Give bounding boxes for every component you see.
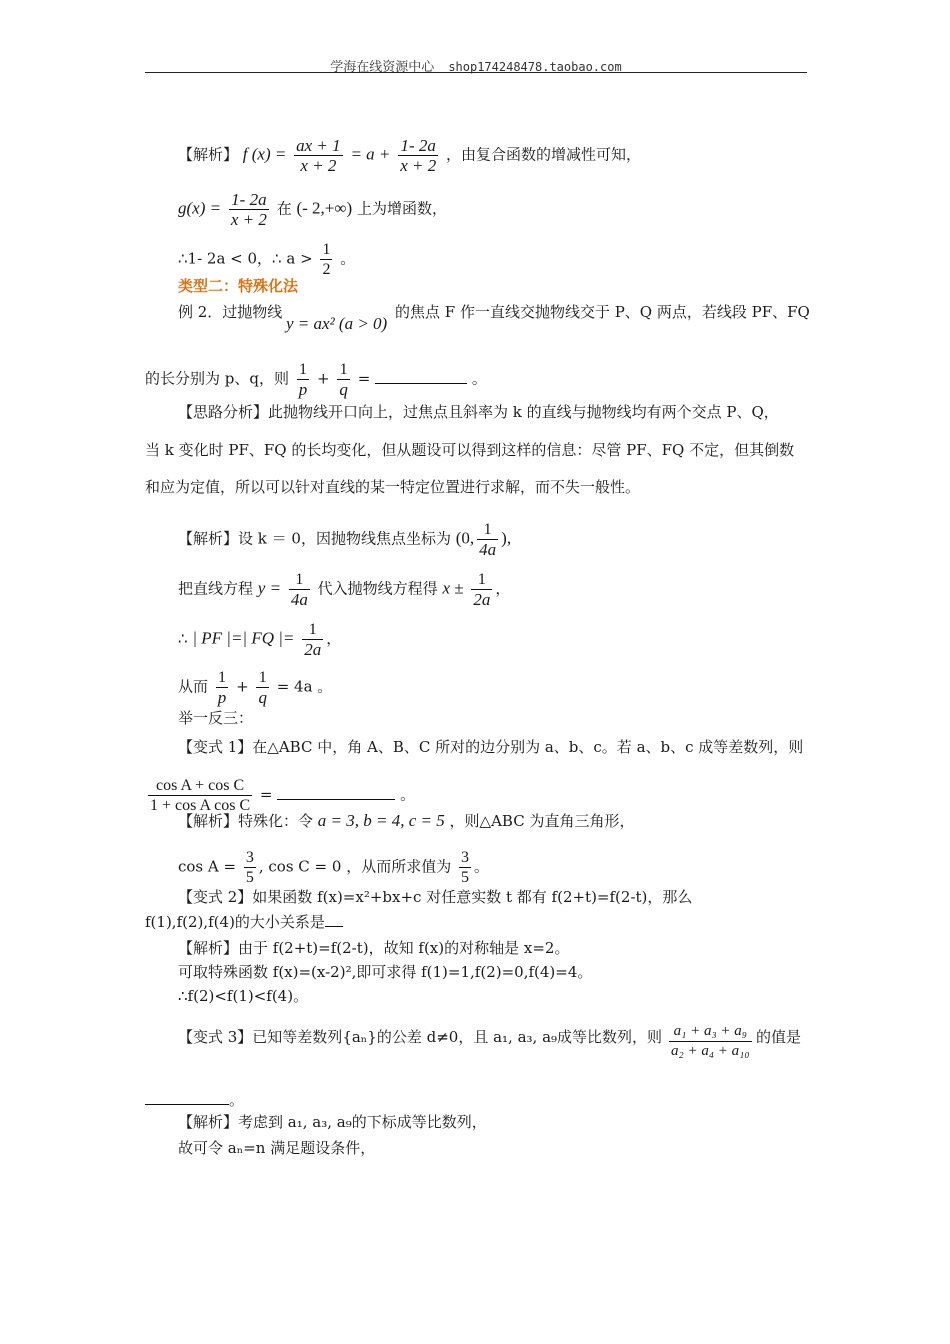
analysis-line-2: 当 k 变化时 PF、FQ 的长均变化，但从题设可以得到这样的信息：尽管 PF、FQ 不定，但其倒数 (145, 441, 795, 459)
answer-blank-1 (375, 369, 467, 384)
variant-3-solution-1: 【解析】考虑到 a₁, a₃, a₉的下标成等比数列， (178, 1113, 487, 1131)
fraction-1-q: $\frac{1}{q}$ (339, 361, 348, 399)
variant-3-line-1b: 的值是 (756, 1028, 802, 1046)
header-url: shop174248478.taobao.com (448, 60, 622, 74)
variant-2-solution-1: 【解析】由于 f(2+t)=f(2-t)，故知 f(x)的对称轴是 x=2。 (178, 939, 570, 957)
solution-2-line-1: 【解析】设 k ＝ 0，因抛物线焦点坐标为 (0, $\frac{1}{4a}$ ), (178, 521, 512, 559)
fraction-line: $\frac{1}{4a}$ (290, 571, 308, 609)
analysis-line-3: 和应为定值，所以可以针对直线的某一特定位置进行求解，而不失一般性。 (145, 478, 641, 496)
fraction-focus: $\frac{1}{4a}$ (479, 521, 497, 559)
fraction-result: $\frac{3}{5}$ (461, 849, 469, 886)
fraction-g: $\frac{1- 2a}{x + 2}$ (230, 190, 267, 229)
answer-blank-2 (277, 785, 395, 800)
variant-3-solution-2: 故可令 aₙ=n 满足题设条件， (178, 1139, 376, 1157)
text-l2-mid: 在 (276, 199, 292, 218)
solution-line-1 (178, 136, 641, 175)
parabola-equation: y = ax² (a > 0) (286, 314, 388, 333)
variant-3-line-1: 【变式 3】已知等差数列{aₙ}的公差 d≠0，且 a₁, a₃, a₉成等比数列，则 (178, 1028, 663, 1046)
section-type-2: 类型二：特殊化法 (178, 277, 299, 295)
fraction-f1: $\frac{ax + 1}{x + 2}$ (296, 136, 341, 175)
text-l3: ∴1- 2a < 0，∴ a > (178, 249, 313, 268)
juyi-fansan: 举一反三： (178, 709, 254, 727)
variant-1-solution-1: 【解析】特殊化：令 a = 3, b = 4, c = 5 ，则△ABC 为直角三角形， (178, 811, 635, 830)
text-l3-tail: 。 (340, 249, 356, 268)
fraction-cos-a: $\frac{3}{5}$ (245, 849, 254, 886)
variant-1-solution-2: cos A = $\frac{3}{5}$ , cos C = 0 ，从而所求值为 $\frac{3}{5}$ 。 (178, 849, 490, 886)
math-f-lhs: f (x) = (242, 144, 287, 164)
solution-line-3 (178, 240, 355, 279)
fraction-f2: $\frac{1- 2a}{x + 2}$ (400, 136, 437, 175)
text-l1-tail: ，由复合函数的增减性可知， (446, 145, 642, 164)
fraction-pf: $\frac{1}{2a}$ (304, 621, 322, 659)
answer-blank-4 (145, 1090, 229, 1105)
fraction-x: $\frac{1}{2a}$ (473, 571, 491, 609)
label-jiexi: 【解析】 (178, 145, 239, 164)
analysis-line-1: 【思路分析】此抛物线开口向上，过焦点且斜率为 k 的直线与抛物线均有两个交点 P、Q， (178, 403, 779, 421)
variant-1-line-1: 【变式 1】在△ABC 中，角 A、B、C 所对的边分别为 a、b、c。若 a、b、c 成等差数列，则 (178, 738, 804, 756)
example-2-line-1 (178, 302, 282, 322)
fraction-1-q-b: $\frac{1}{q}$ (258, 669, 267, 707)
example-2-line-1b: 的焦点 F 作一直线交抛物线交于 P、Q 两点，若线段 PF、FQ (395, 303, 810, 321)
answer-blank-3 (325, 912, 343, 927)
variant-2-solution-2: 可取特殊函数 f(x)=(x-2)²,即可求得 f(1)=1,f(2)=0,f(4)=4。 (178, 963, 593, 981)
variant-3-fraction (666, 1022, 755, 1061)
variant-3-line-2: 。 (145, 1090, 244, 1110)
solution-line-2 (178, 190, 447, 229)
text-l2-tail: 上为增函数， (356, 199, 447, 218)
solution-2-line-2: 把直线方程 y = $\frac{1}{4a}$ 代入抛物线方程得 x ± $\frac{1}{2a}$ ， (178, 571, 511, 609)
fraction-a: $\frac{\text{a₁ + a₃ + a₉}}{\text{a₂ + a₄ + a₁₀}}$ (671, 1023, 750, 1059)
fraction-half: $\frac{1}{2}$ (322, 241, 331, 278)
fraction-1-p-b: $\frac{1}{p}$ (217, 669, 227, 707)
fraction-1-p: $\frac{1}{p}$ (298, 361, 308, 399)
variant-2-line-2: f(1),f(2),f(4)的大小关系是 (145, 912, 343, 932)
example-2-line-2: 的长分别为 p、q，则 $\frac{1}{p}$ + $\frac{1}{q}$ = 。 (145, 361, 487, 399)
solution-2-line-4: 从而 $\frac{1}{p}$ + $\frac{1}{q}$ = 4a 。 (178, 669, 333, 707)
header-rule (145, 72, 807, 73)
text-ex2-a: 例 2．过抛物线 (178, 303, 283, 321)
solution-2-line-3: ∴ | PF |=| FQ |= $\frac{1}{2a}$ ， (178, 621, 342, 659)
variant-1-line-2: $\frac{\text{cos A + cos C}}{\text{1 + cos A cos C}}$ = 。 (150, 777, 416, 814)
variant-2-solution-3: ∴f(2)<f(1)<f(4)。 (178, 987, 309, 1005)
math-f-mid: = a + (350, 144, 391, 164)
fraction-cos: $\frac{\text{cos A + cos C}}{\text{1 + cos A cos C}}$ (150, 777, 251, 814)
math-interval: (- 2,+∞) (296, 198, 353, 218)
math-g-lhs: g(x) = (178, 198, 222, 218)
header-title: 学海在线资源中心 (330, 60, 435, 75)
variant-2-line-1: 【变式 2】如果函数 f(x)=x²+bx+c 对任意实数 t 都有 f(2+t)=f(2-t)，那么 (178, 888, 693, 906)
